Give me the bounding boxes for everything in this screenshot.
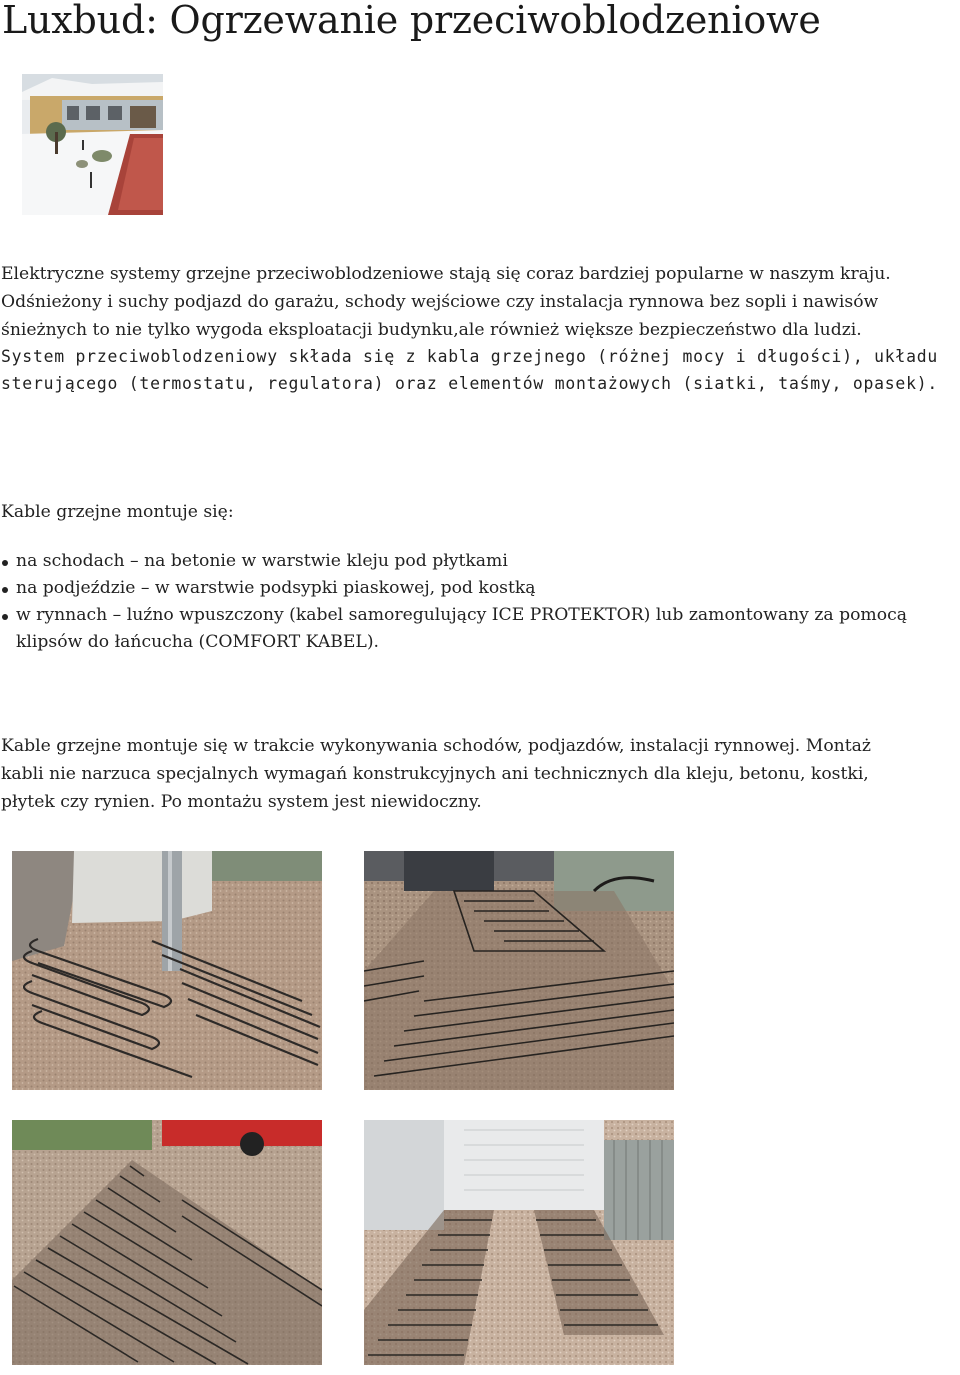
list-item: w rynnach – luźno wpuszczony (kabel samoregulujący ICE PROTEKTOR) lub zamontowany za pomocą klipsów do łańcucha (COMFORT KABEL). [0, 602, 930, 656]
mount-list [0, 548, 930, 656]
cable-installation-photo-2 [364, 851, 674, 1090]
intro-line: Odśnieżony i suchy podjazd do garażu, schody wejściowe czy instalacja rynnowa bez sopli i nawisów [1, 292, 879, 312]
mount-heading: Kable grzejne montuje się: [1, 502, 234, 522]
page-title: Luxbud: Ogrzewanie przeciwoblodzeniowe [2, 0, 821, 42]
house-snow-photo [22, 74, 163, 215]
intro-line: sterującego (termostatu, regulatora) oraz elementów montażowych (siatki, taśmy, opasek). [1, 374, 939, 393]
closing-line: kabli nie narzuca specjalnych wymagań konstrukcyjnych ani technicznych dla kleju, betonu, kostki, [1, 764, 869, 784]
closing-line: płytek czy rynien. Po montażu system jest niewidoczny. [1, 792, 482, 812]
intro-line: Elektryczne systemy grzejne przeciwoblodzeniowe stają się coraz bardziej popularne w naszym kraju. [1, 264, 891, 284]
closing-line: Kable grzejne montuje się w trakcie wykonywania schodów, podjazdów, instalacji rynnowej. Montaż [1, 736, 871, 756]
list-item: na schodach – na betonie w warstwie kleju pod płytkami [0, 548, 930, 575]
intro-line: System przeciwoblodzeniowy składa się z kabla grzejnego (różnej mocy i długości), układu [1, 347, 939, 366]
cable-installation-photo-4 [364, 1120, 674, 1365]
intro-line: śnieżnych to nie tylko wygoda eksploatacji budynku,ale również większe bezpieczeństwo dla ludzi. [1, 320, 862, 340]
cable-installation-photo-1 [12, 851, 322, 1090]
list-item: na podjeździe – w warstwie podsypki piaskowej, pod kostką [0, 575, 930, 602]
cable-installation-photo-3 [12, 1120, 322, 1365]
